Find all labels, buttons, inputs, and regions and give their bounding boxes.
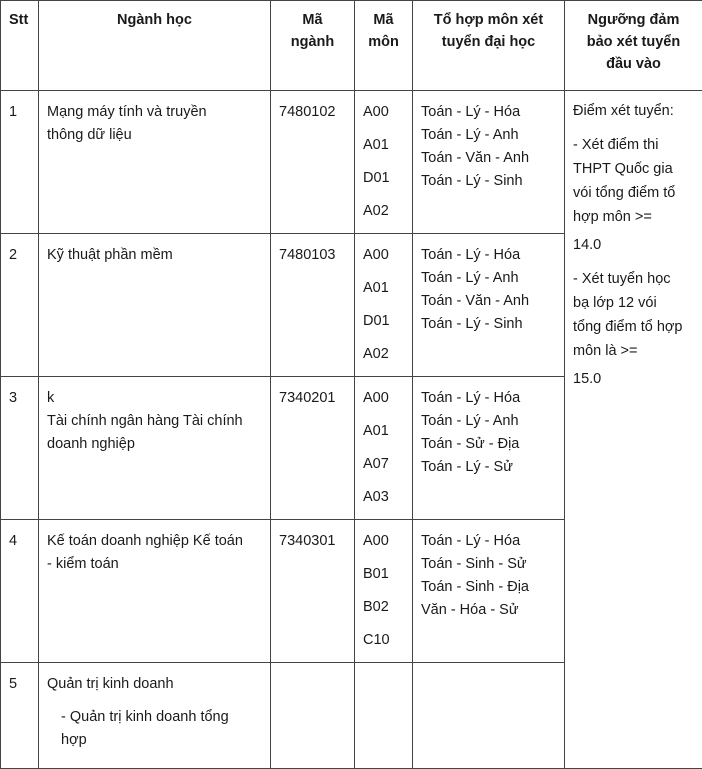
to-hop-cell: Toán - Lý - Hóa Toán - Sinh - Sử Toán - Sinh - Địa Văn - Hóa - Sử (413, 520, 565, 663)
nganh-cell: Mạng máy tính và truyền thông dữ liệu (39, 91, 271, 234)
ma-mon-cell (355, 663, 413, 769)
threshold-cell: Điểm xét tuyển: - Xét điểm thi THPT Quốc gia vói tổng điểm tổ hợp môn >= 14.0 - Xét tuyển học bạ lớp 12 vói tổng điểm tổ hợp môn là >= 15.0 (565, 91, 702, 769)
nganh-cell: Kỹ thuật phần mềm (39, 234, 271, 377)
ma-nganh-cell: 7340201 (271, 377, 355, 520)
nganh-cell: k Tài chính ngân hàng Tài chính doanh nghiệp (39, 377, 271, 520)
threshold-value-2: 15.0 (573, 367, 696, 391)
nganh-cell: Quản trị kinh doanh - Quản trị kinh doanh tổng hợp (39, 663, 271, 769)
table-row (1, 91, 702, 234)
stt-cell: 3 (1, 377, 39, 520)
stt-cell: 5 (1, 663, 39, 769)
ma-nganh-cell: 7480102 (271, 91, 355, 234)
header-to-hop: Tổ hợp môn xét tuyển đại học (413, 1, 565, 91)
ma-mon-cell: A00 A01 D01 A02 (355, 91, 413, 234)
header-row (1, 1, 702, 91)
ma-nganh-cell (271, 663, 355, 769)
stt-cell: 4 (1, 520, 39, 663)
ma-mon-cell: A00 A01 A07 A03 (355, 377, 413, 520)
ma-nganh-cell: 7480103 (271, 234, 355, 377)
ma-mon-cell: A00 A01 D01 A02 (355, 234, 413, 377)
stt-cell: 1 (1, 91, 39, 234)
header-stt: Stt (1, 1, 39, 91)
threshold-value-1: 14.0 (573, 233, 696, 257)
header-ma-mon: Mã môn (355, 1, 413, 91)
header-nganh: Ngành học (39, 1, 271, 91)
nganh-cell: Kế toán doanh nghiệp Kế toán - kiểm toán (39, 520, 271, 663)
ma-nganh-cell: 7340301 (271, 520, 355, 663)
header-nguong: Ngưỡng đảm bảo xét tuyển đầu vào (565, 1, 702, 91)
ma-mon-cell: A00 B01 B02 C10 (355, 520, 413, 663)
to-hop-cell (413, 663, 565, 769)
stt-cell: 2 (1, 234, 39, 377)
header-ma-nganh: Mã ngành (271, 1, 355, 91)
to-hop-cell: Toán - Lý - Hóa Toán - Lý - Anh Toán - Văn - Anh Toán - Lý - Sinh (413, 234, 565, 377)
to-hop-cell: Toán - Lý - Hóa Toán - Lý - Anh Toán - Văn - Anh Toán - Lý - Sinh (413, 91, 565, 234)
to-hop-cell: Toán - Lý - Hóa Toán - Lý - Anh Toán - Sử - Địa Toán - Lý - Sử (413, 377, 565, 520)
